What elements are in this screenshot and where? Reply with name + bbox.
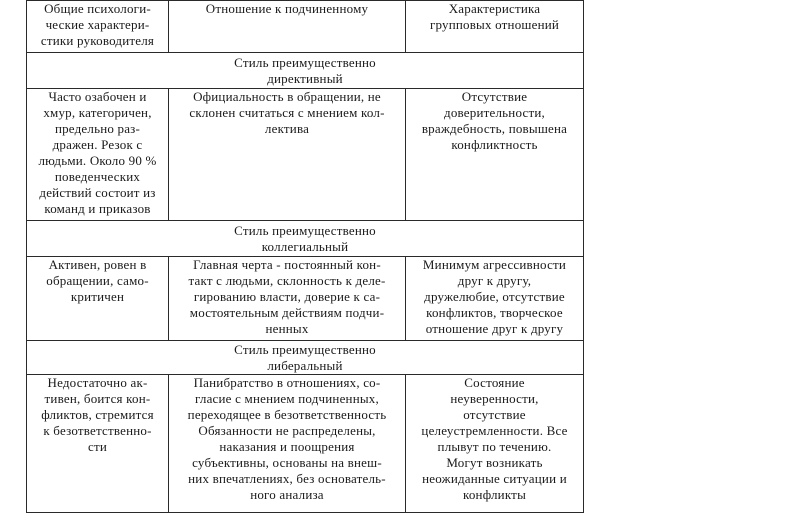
liberal-traits-cell: Недостаточно ак- тивен, боится кон- фликтов, стремится к безответственно- сти — [27, 375, 169, 513]
section-title-row — [27, 341, 584, 375]
table-row — [27, 89, 584, 221]
directive-traits-cell: Часто озабочен и хмур, категоричен, предельно раз- дражен. Резок с людьми. Около 90 % поведенческих действий состоит из команд и приказов — [27, 89, 169, 221]
section-title-row — [27, 53, 584, 89]
liberal-relations-cell: Состояние неуверенности, отсутствие целеустремленности. Все плывут по течению. Могут возникать неожиданные ситуации и конфликты — [406, 375, 584, 513]
directive-relations-cell: Отсутствие доверительности, враждебность, повышена конфликтность — [406, 89, 584, 221]
collegial-attitude-cell: Главная черта - постоянный кон- такт с людьми, склонность к деле- гированию власти, доверие к са- мостоятельным действиям подчи- ненных — [169, 257, 406, 341]
collegial-relations-cell: Минимум агрессивности друг к другу, дружелюбие, отсутствие конфликтов, творческое отношение друг к другу — [406, 257, 584, 341]
header-attitude-to-subordinate: Отношение к подчиненному — [169, 1, 406, 53]
table-row — [27, 375, 584, 513]
collegial-traits-cell: Активен, ровен в обращении, само- критичен — [27, 257, 169, 341]
section-title-row — [27, 221, 584, 257]
section-title-collegial: Стиль преимущественно коллегиальный — [27, 221, 584, 257]
section-title-liberal: Стиль преимущественно либеральный — [27, 341, 584, 375]
directive-attitude-cell: Официальность в обращении, не склонен считаться с мнением кол- лектива — [169, 89, 406, 221]
table-header-row — [27, 1, 584, 53]
header-manager-traits: Общие психологи- ческие характери- стики руководителя — [27, 1, 169, 53]
header-group-relations: Характеристика групповых отношений — [406, 1, 584, 53]
section-title-directive: Стиль преимущественно директивный — [27, 53, 584, 89]
liberal-attitude-cell: Панибратство в отношениях, со- гласие с мнением подчиненных, переходящее в безответственность Обязанности не распределены, наказания и поощрения субъективны, основаны на внеш- них впечатлениях, без основатель- ного анализа — [169, 375, 406, 513]
leadership-styles-table — [26, 0, 584, 513]
table-row — [27, 257, 584, 341]
